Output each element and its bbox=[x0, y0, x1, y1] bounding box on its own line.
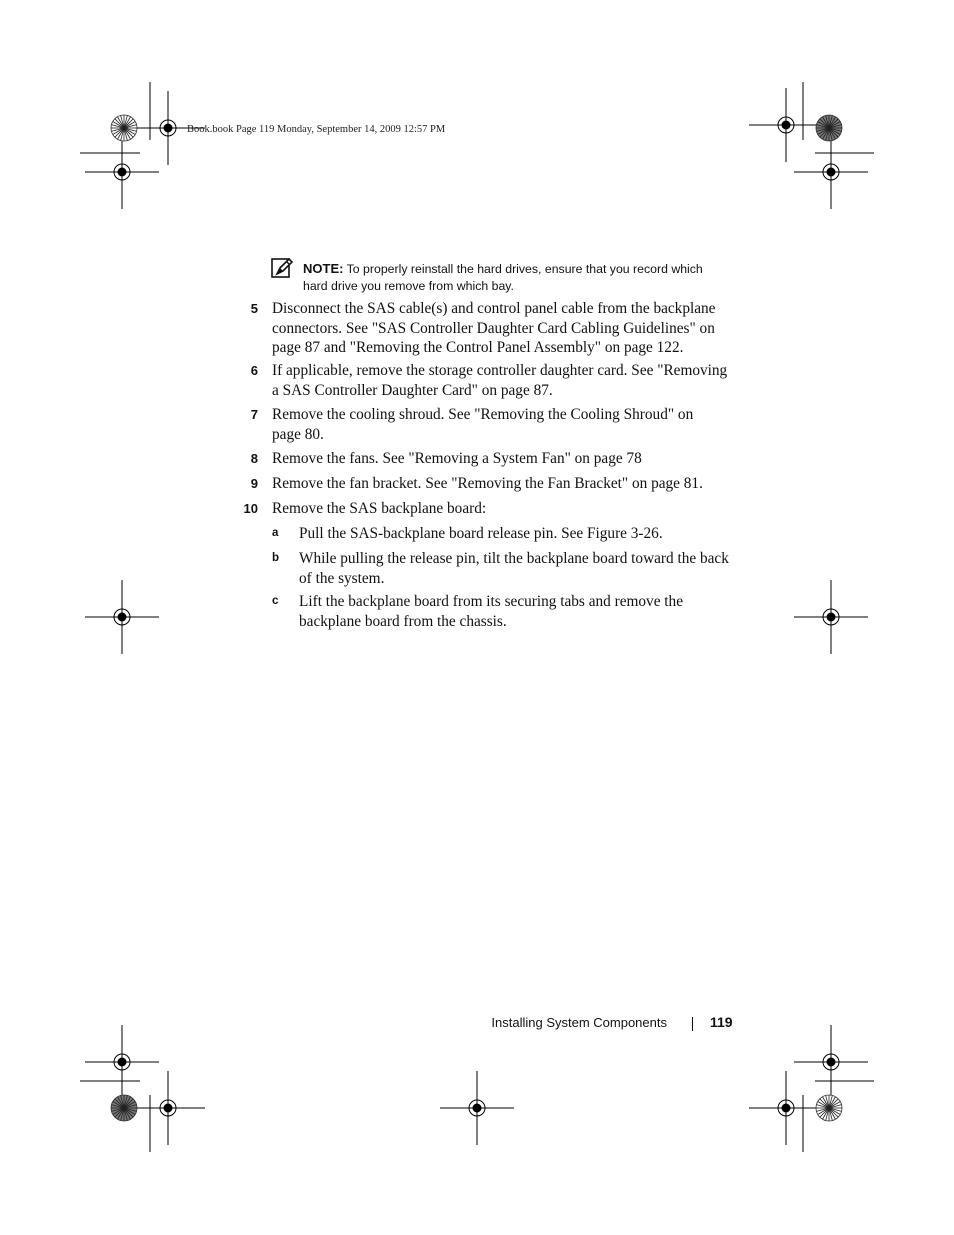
registration-target-icon bbox=[794, 135, 868, 209]
registration-target-icon bbox=[440, 1071, 514, 1145]
step-line: Remove the fans. See "Removing a System Fan" on page 78 bbox=[272, 450, 642, 467]
step-number: 8 bbox=[250, 451, 258, 466]
starburst-icon bbox=[111, 115, 137, 141]
substep-line: backplane board from the chassis. bbox=[299, 612, 507, 630]
page-number: 119 bbox=[710, 1014, 733, 1030]
note-text-2: hard drive you remove from which bay. bbox=[303, 279, 514, 293]
registration-target-icon bbox=[85, 135, 159, 209]
registration-target-icon bbox=[85, 580, 159, 654]
substep-line: While pulling the release pin, tilt the backplane board toward the back bbox=[299, 550, 729, 567]
registration-target-icon bbox=[85, 1025, 159, 1099]
substep-line: of the system. bbox=[299, 569, 385, 587]
substep-letter: a bbox=[272, 527, 279, 539]
step-text bbox=[272, 361, 742, 400]
note-text-1: To properly reinstall the hard drives, ensure that you record which bbox=[346, 262, 703, 276]
substep-line: Lift the backplane board from its securing tabs and remove the bbox=[299, 593, 683, 610]
registration-target-icon bbox=[749, 1071, 823, 1145]
step-text bbox=[272, 474, 742, 494]
registration-target-icon bbox=[794, 580, 868, 654]
starburst-icon bbox=[816, 1095, 842, 1121]
registration-target-icon bbox=[749, 88, 823, 162]
substep-text bbox=[299, 592, 744, 631]
step-number: 7 bbox=[250, 407, 258, 422]
step-number: 6 bbox=[250, 363, 258, 378]
registration-target-icon bbox=[794, 1025, 868, 1099]
step-line: a SAS Controller Daughter Card" on page 87. bbox=[272, 381, 553, 399]
step-text bbox=[272, 299, 742, 358]
step-line: connectors. See "SAS Controller Daughter Card Cabling Guidelines" on bbox=[272, 319, 715, 337]
step-text bbox=[272, 405, 742, 444]
substep-line: Pull the SAS-backplane board release pin. See Figure 3-26. bbox=[299, 525, 663, 542]
footer-divider bbox=[692, 1017, 693, 1031]
substep-text bbox=[299, 549, 744, 588]
step-line: Disconnect the SAS cable(s) and control panel cable from the backplane bbox=[272, 300, 716, 317]
starburst-icon bbox=[816, 115, 842, 141]
substep-letter: b bbox=[272, 552, 280, 564]
pencil-note-icon bbox=[271, 257, 293, 279]
step-line: If applicable, remove the storage controller daughter card. See "Removing bbox=[272, 362, 728, 379]
step-text bbox=[272, 449, 742, 469]
step-text bbox=[272, 499, 742, 519]
note-line-1 bbox=[303, 260, 733, 278]
file-stamp: Book.book Page 119 Monday, September 14, 2009 12:57 PM bbox=[187, 124, 446, 135]
step-number: 5 bbox=[250, 301, 258, 316]
footer-section-title: Installing System Components bbox=[491, 1015, 667, 1030]
step-line: Remove the cooling shroud. See "Removing the Cooling Shroud" on bbox=[272, 406, 694, 423]
step-line: page 87 and "Removing the Control Panel Assembly" on page 122. bbox=[272, 339, 684, 356]
registration-target-icon bbox=[131, 1071, 205, 1145]
step-number: 10 bbox=[243, 501, 258, 516]
step-line: page 80. bbox=[272, 425, 324, 443]
step-number: 9 bbox=[250, 476, 258, 491]
note-block bbox=[303, 260, 733, 295]
substep-text bbox=[299, 524, 744, 544]
step-line: Remove the fan bracket. See "Removing the Fan Bracket" on page 81. bbox=[272, 475, 703, 492]
note-label: NOTE: bbox=[303, 261, 344, 276]
starburst-icon bbox=[111, 1095, 137, 1121]
step-line: Remove the SAS backplane board: bbox=[272, 500, 487, 517]
substep-letter: c bbox=[272, 595, 279, 607]
